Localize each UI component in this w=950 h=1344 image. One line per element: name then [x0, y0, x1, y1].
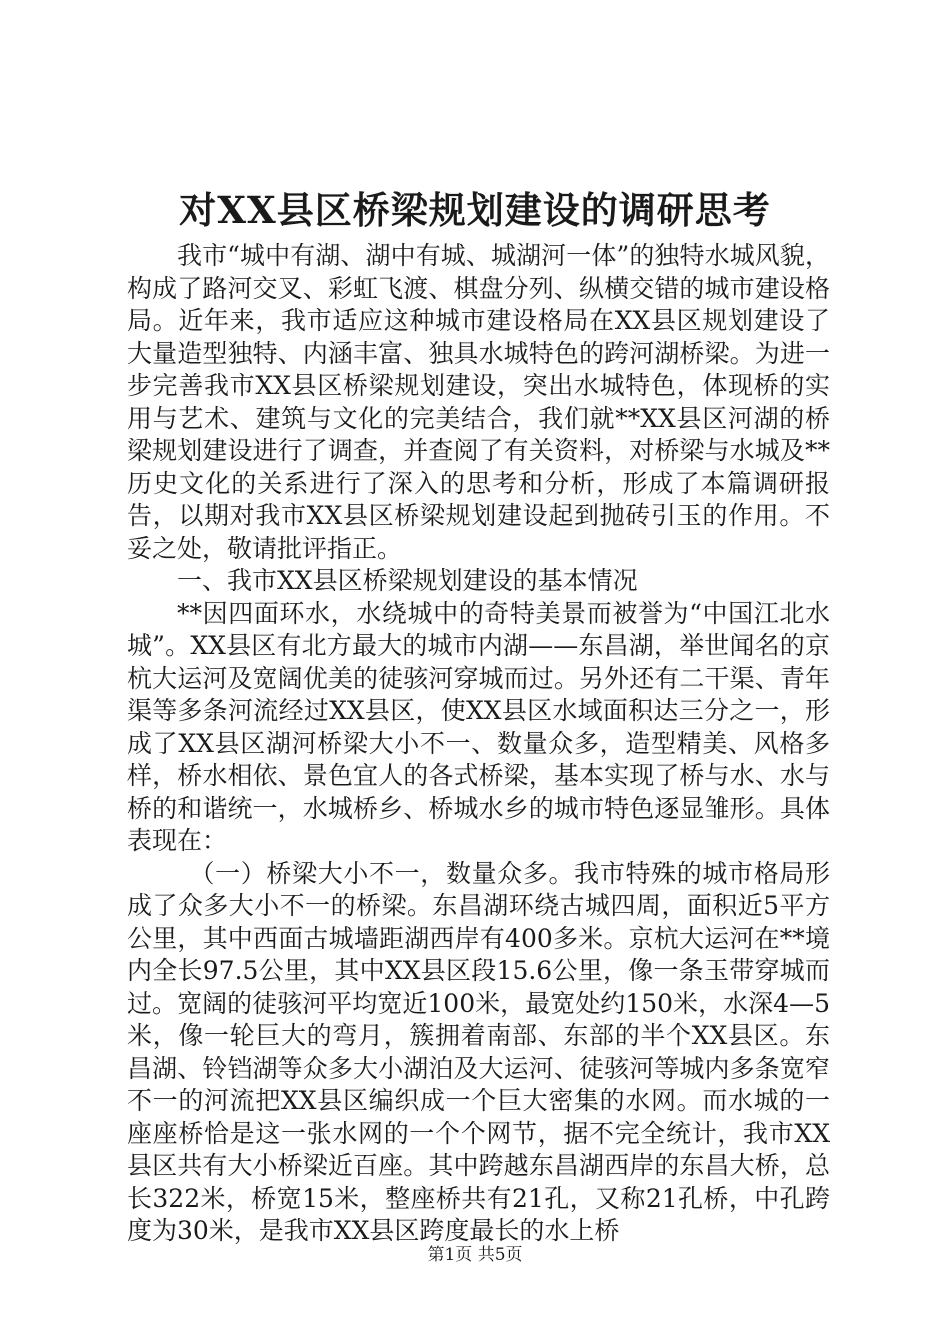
subsection-paragraph: （一）桥梁大小不一，数量众多。我市特殊的城市格局形成了众多大小不一的桥梁。东昌湖环绕古城四周，面积近5平方公里，其中西面古城墙距湖西岸有400多米。京杭大运河在**境内全长97.5公里，其中XX县区段15.6公里，像一条玉带穿城而过。宽阔的徒骇河平均宽近100米，最宽处约150米，水深4—5米，像一轮巨大的弯月，簇拥着南部、东部的半个XX县区。东昌湖、铃铛湖等众多大小湖泊及大运河、徒骇河等城内多条宽窄不一的河流把XX县区编织成一个巨大密集的水网。而水城的一座座桥恰是这一张水网的一个个网节，据不完全统计，我市XX县区共有大小桥梁近百座。其中跨越东昌湖西岸的东昌大桥，总长322米，桥宽15米，整座桥共有21孔，又称21孔桥，中孔跨度为30米，是我市XX县区跨度最长的水上桥 — [127, 858, 830, 1245]
intro-paragraph: 我市“城中有湖、湖中有城、城湖河一体”的独特水城风貌，构成了路河交叉、彩虹飞渡、棋盘分列、纵横交错的城市建设格局。近年来，我市适应这种城市建设格局在XX县区规划建设了大量造型独特、内涵丰富、独具水城特色的跨河湖桥梁。为进一步完善我市XX县区桥梁规划建设，突出水城特色，体现桥的实用与艺术、建筑与文化的完美结合，我们就**XX县区河湖的桥梁规划建设进行了调查，并查阅了有关资料，对桥梁与水城及**历史文化的关系进行了深入的思考和分析，形成了本篇调研报告，以期对我市XX县区桥梁规划建设起到抛砖引玉的作用。不妥之处，敬请批评指正。 — [127, 241, 830, 563]
overview-paragraph: **因四面环水，水绕城中的奇特美景而被誉为“中国江北水城”。XX县区有北方最大的城市内湖——东昌湖，举世闻名的京杭大运河及宽阔优美的徒骇河穿城而过。另外还有二干渠、青年渠等多条河流经过XX县区，使XX县区水域面积达三分之一，形成了XX县区湖河桥梁大小不一、数量众多，造型精美、风格多样，桥水相依、景色宜人的各式桥梁，基本实现了桥与水、水与桥的和谐统一，水城桥乡、桥城水乡的城市特色逐显雏形。具体表现在： — [127, 598, 830, 855]
document-body — [127, 240, 830, 1248]
page-number-footer: 第1页 共5页 — [427, 1245, 523, 1265]
section-heading: 一、我市XX县区桥梁规划建设的基本情况 — [177, 566, 638, 595]
document-title: 对XX县区桥梁规划建设的调研思考 — [179, 188, 771, 232]
